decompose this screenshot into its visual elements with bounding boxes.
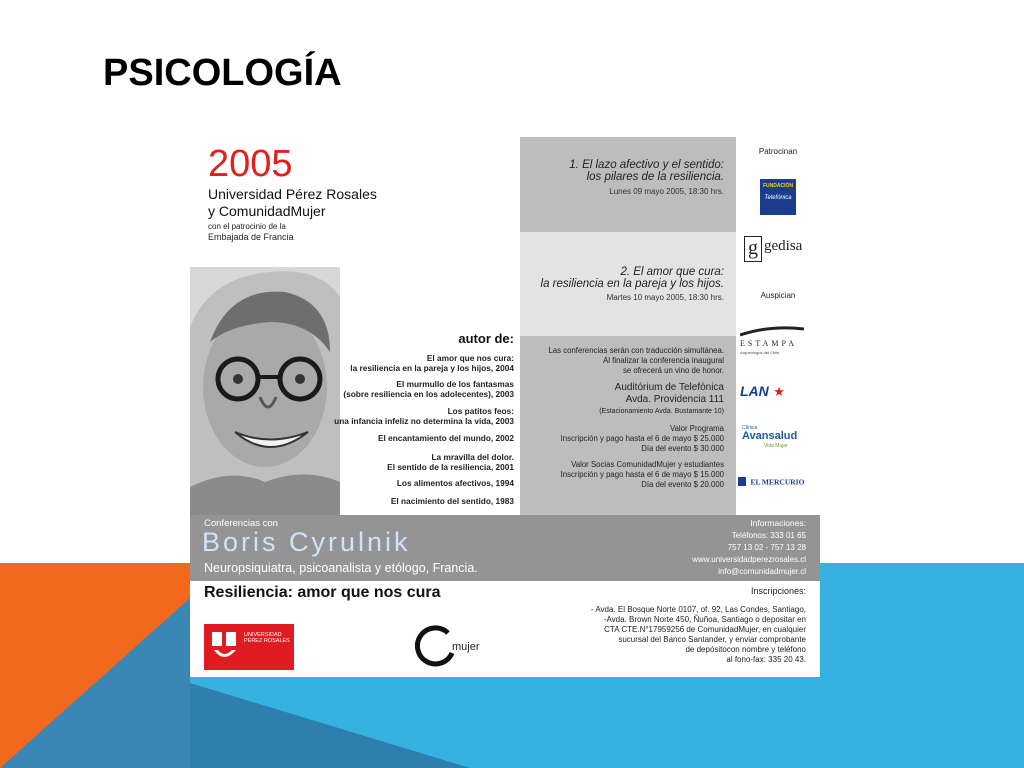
inscription-line: CTA CTE.N°17959256 de ComunidadMujer, en cualquier (604, 625, 806, 634)
book-line: la resiliencia en la pareja y los hijos, 2004 (350, 363, 514, 373)
book-line: El murmullo de los fantasmas (396, 379, 514, 389)
poster-org-line2: y ComunidadMujer (208, 203, 326, 219)
book-line: (sobre resiliencia en los adolecentes), 2003 (343, 389, 514, 399)
list-item (397, 478, 514, 488)
estampa-sub: Arqueólogos del Chile (740, 350, 780, 355)
mujer-logo-text: mujer (452, 641, 480, 653)
conference-2-title-line2: la resiliencia en la pareja y los hijos. (540, 278, 724, 290)
conference-poster (190, 137, 820, 677)
info-web: www.universidadperezrosales.cl (692, 555, 806, 564)
conference-1-title-line1: El lazo afectivo y el sentido: (582, 159, 724, 171)
conference-1-block (520, 137, 736, 232)
conference-1-number: 1. (569, 159, 579, 171)
mercurio-emblem-icon (738, 477, 746, 486)
telefonica-label: Telefónica (764, 195, 792, 201)
upr-emblem-icon (210, 630, 240, 664)
auspician-label: Auspician (760, 291, 796, 300)
blue-shape (820, 563, 1024, 768)
universidad-perez-rosales-logo (204, 624, 294, 670)
books-list (334, 267, 520, 515)
poster-year: 2005 (208, 143, 293, 185)
conference-1-title (569, 159, 724, 171)
poster-org-line1: Universidad Pérez Rosales (208, 186, 377, 202)
inscriptions-title: Inscripciones: (750, 586, 806, 596)
book-line: El nacimiento del sentido, 1983 (390, 496, 514, 506)
inscription-line: sucursal del Banco Santander, y enviar comprobante (618, 635, 806, 644)
band-small-label: Conferencias con (204, 518, 278, 529)
lan-logo (740, 383, 816, 403)
info-line: Día del evento $ 20.000 (641, 480, 724, 489)
conference-2-title (620, 266, 724, 278)
lan-label: LAN (740, 383, 769, 399)
info-line: Día del evento $ 30.000 (641, 444, 724, 453)
avansalud-pre: Clínica (742, 425, 758, 431)
info-line: Las conferencias serán con traducción simultánea. (548, 346, 724, 355)
info-line: se ofrecerá un vino de honor. (623, 366, 724, 375)
venue-address: Avda. Providencia 111 (625, 394, 724, 405)
slide-title: PSICOLOGÍA (103, 52, 342, 94)
book-line: El encantamiento del mundo, 2002 (377, 433, 514, 443)
info-line: Valor Programa (669, 424, 724, 433)
info-line: Inscripción y pago hasta el 6 de mayo $ 25.000 (560, 434, 724, 443)
poster-header (190, 137, 520, 267)
inscription-line: al fono-fax: 335 20 43. (726, 655, 806, 664)
upr-logo-text: UNIVERSIDAD PÉREZ ROSALES (244, 632, 290, 644)
inscription-line: -Avda. Brown Norte 450, Ñuñoa, Santiago o depositar en (603, 615, 806, 624)
list-item (334, 406, 514, 426)
list-item (343, 379, 514, 399)
info-line: Al finalizar la conferencia inaugural (603, 356, 724, 365)
list-item (387, 452, 514, 472)
fundacion-telefonica-logo (760, 179, 796, 215)
info-email: info@comunidadmujer.cl (718, 567, 806, 576)
gedisa-g-icon: g (744, 236, 762, 262)
list-item (350, 353, 514, 373)
mercurio-label: EL MERCURIO (750, 477, 805, 487)
fundacion-label: FUNDACIÓN (763, 183, 793, 189)
estampa-swoosh-icon (740, 325, 804, 337)
gedisa-logo (744, 236, 814, 262)
conference-1-title-line2: los pilares de la resiliencia. (586, 171, 724, 183)
book-line: El amor que nos cura: (426, 353, 514, 363)
poster-footer (190, 581, 820, 677)
book-line: Los alimentos afectivos, 1994 (396, 478, 514, 488)
info-title: Informaciones: (750, 518, 806, 528)
speaker-band (190, 515, 820, 581)
avansalud-label: Avansalud (742, 430, 798, 442)
estampa-label: ESTAMPA (740, 339, 797, 348)
lan-star-icon: ★ (773, 384, 785, 399)
info-line: Valor Socias ComunidadMujer y estudiantes (571, 460, 724, 469)
venue-parking: (Estacionamiento Avda. Bustamante 10) (599, 408, 724, 415)
info-phone1: Teléfonos: 333 01 65 (731, 531, 806, 540)
poster-patronage-line2: Embajada de Francia (208, 232, 294, 242)
conference-2-block (520, 232, 736, 336)
inscription-line: - Avda. El Bosque Norte 0107, of. 92, Las Condes, Santiago, (590, 605, 806, 614)
gedisa-label: gedisa (764, 238, 803, 254)
venue-name: Auditórium de Telefónica (614, 382, 724, 393)
patrocinan-label: Patrocinan (758, 147, 798, 156)
book-line: El sentido de la resiliencia, 2001 (387, 462, 514, 472)
conference-2-date: Martes 10 mayo 2005, 18:30 hrs. (606, 293, 724, 302)
poster-patronage-line1: con el patrocinio de la (208, 222, 286, 231)
conference-2-number: 2. (620, 266, 631, 278)
book-line: Los patitos feos: (447, 406, 514, 416)
avansalud-logo (738, 425, 818, 453)
book-line: una infancia infeliz no determina la vida, 2003 (334, 416, 514, 426)
sponsors-column (736, 137, 820, 515)
author-heading: autor de: (458, 331, 514, 346)
el-mercurio-logo (738, 473, 818, 487)
conference-1-date: Lunes 09 mayo 2005, 18:30 hrs. (609, 187, 724, 196)
poster-headline: Resiliencia: amor que nos cura (204, 584, 441, 601)
speaker-subtitle: Neuropsiquiatra, psicoanalista y etólogo, Francia. (204, 561, 478, 575)
comunidad-mujer-logo (414, 625, 494, 669)
speaker-portrait (190, 267, 340, 515)
list-item (391, 496, 514, 506)
list-item (378, 433, 514, 443)
info-phone2: 757 13 02 - 757 13 28 (727, 543, 806, 552)
estampa-logo (738, 325, 818, 359)
book-line: La mravilla del dolor. (431, 452, 514, 462)
event-info-block (520, 336, 736, 515)
speaker-name: Boris Cyrulnik (202, 527, 411, 557)
inscription-line: de depósitocon nombre y teléfono (685, 645, 806, 654)
avansalud-sub: Vida Mujer (764, 443, 788, 449)
info-line: Inscripción y pago hasta el 6 de mayo $ 15.000 (560, 470, 724, 479)
conference-2-title-line1: El amor que cura: (633, 266, 724, 278)
